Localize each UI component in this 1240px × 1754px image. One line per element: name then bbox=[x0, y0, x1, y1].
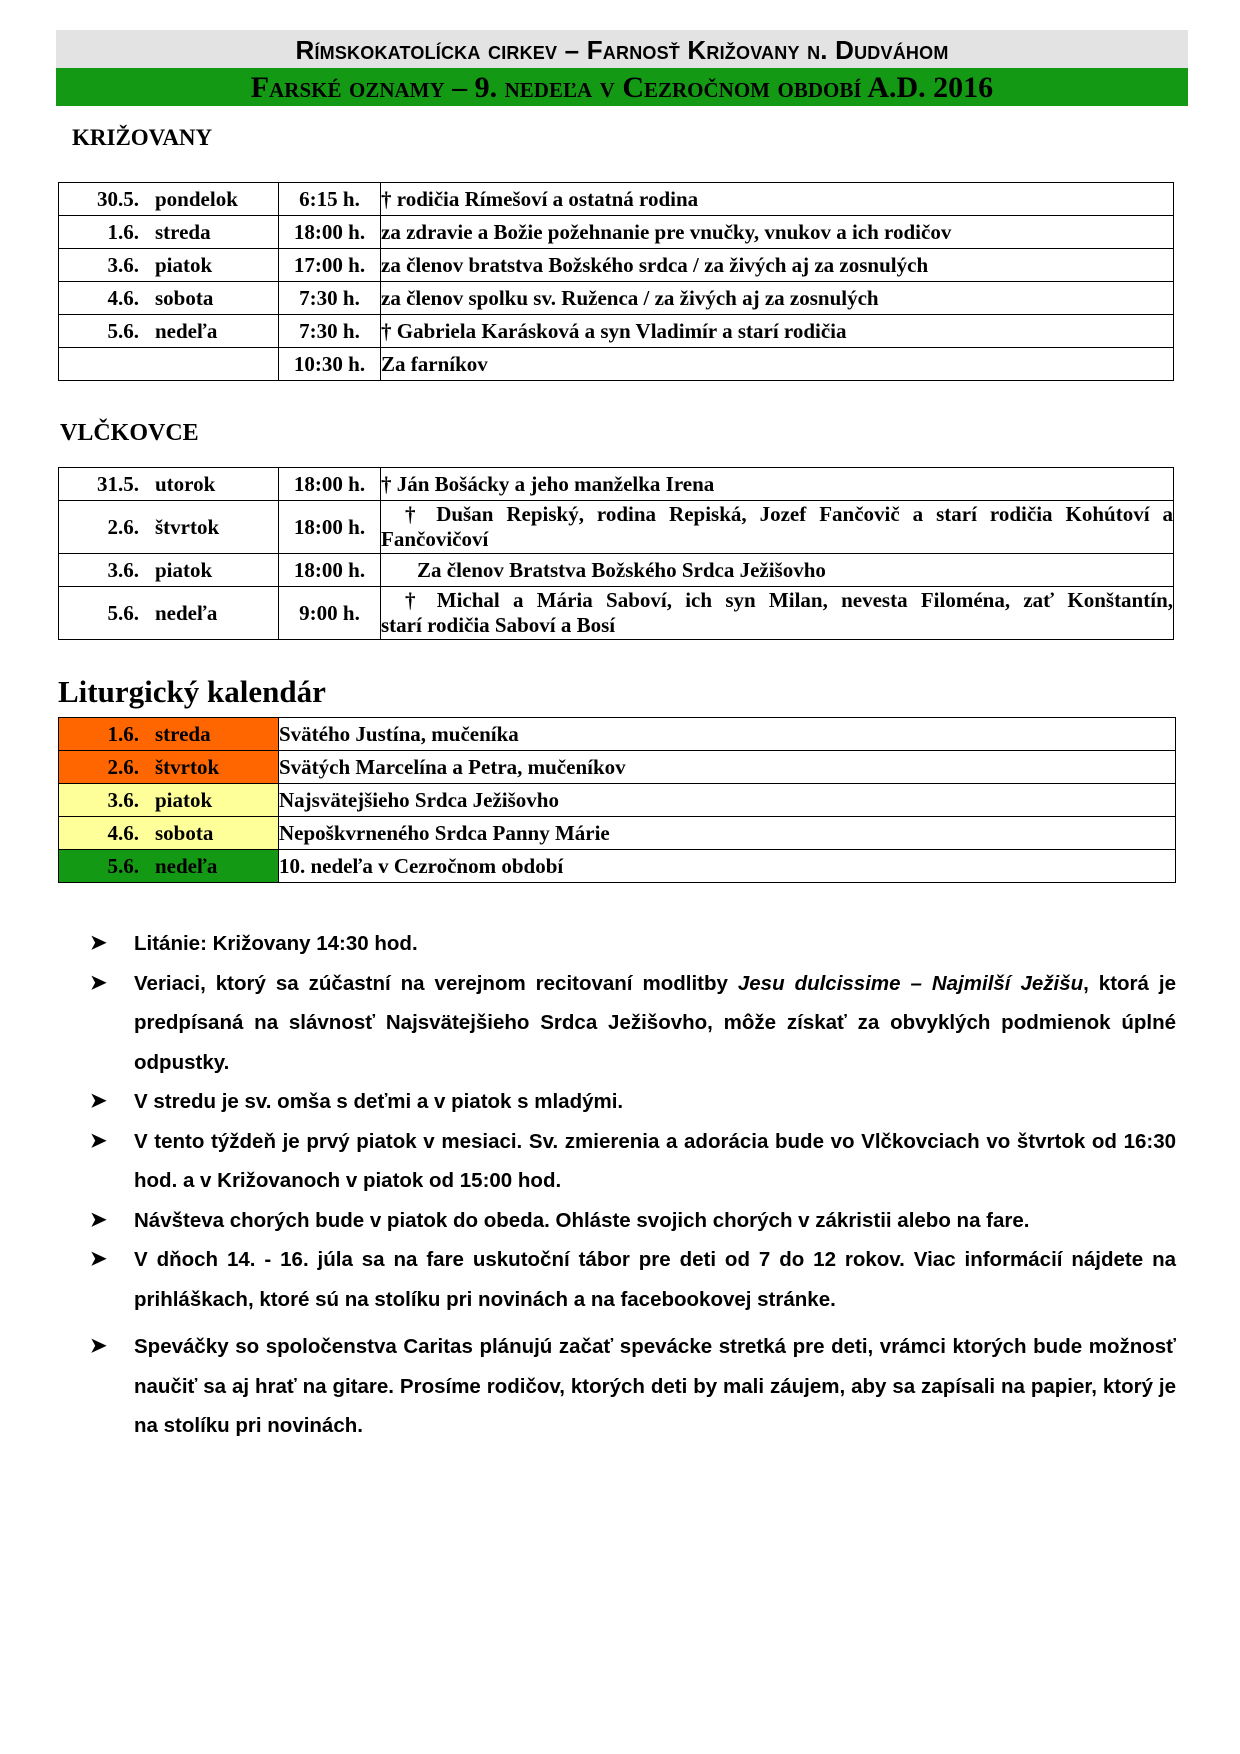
table-row bbox=[59, 850, 1176, 883]
weekday: piatok bbox=[155, 557, 213, 582]
weekday: nedeľa bbox=[155, 318, 218, 343]
day-cell-empty bbox=[59, 348, 279, 381]
time: 7:30 h. bbox=[279, 282, 381, 315]
time: 6:15 h. bbox=[279, 183, 381, 216]
time: 18:00 h. bbox=[279, 216, 381, 249]
arrowhead-bullet-icon: ➤ bbox=[90, 1090, 107, 1112]
weekday: nedeľa bbox=[155, 600, 218, 625]
day-cell bbox=[59, 249, 279, 282]
day-cell bbox=[59, 554, 279, 587]
section-title-krizovany: KRIŽOVANY bbox=[72, 125, 213, 150]
liturgical-calendar-table bbox=[58, 717, 1176, 883]
intention-line: Fančovičoví bbox=[381, 527, 489, 551]
list-item bbox=[90, 1327, 1176, 1446]
bulletin-subheader: Farské oznamy – 9. nedeľa v Cezročnom období A.D. 2016 bbox=[56, 68, 1188, 106]
weekday: streda bbox=[155, 219, 211, 244]
arrowhead-bullet-icon: ➤ bbox=[90, 1208, 107, 1231]
day-cell bbox=[59, 751, 279, 784]
table-row bbox=[59, 348, 1174, 381]
intention: † Ján Bošácky a jeho manželka Irena bbox=[381, 468, 1174, 501]
intention bbox=[381, 501, 1174, 554]
intention-line: starí rodičia Saboví a Bosí bbox=[381, 613, 616, 637]
announcement-text: Speváčky so spoločenstva Caritas plánujú začať spevácke stretká pre deti, vrámci ktorých bude možnosť naučiť sa aj hrať na gitare. Prosíme rodičov, ktorých deti by mali záujem, aby sa zapísali na papier, ktorý je na stolíku pri novinách. bbox=[134, 1335, 1176, 1437]
announcements-list bbox=[90, 924, 1176, 1446]
time: 18:00 h. bbox=[279, 501, 381, 554]
table-row bbox=[59, 718, 1176, 751]
date: 5.6. bbox=[107, 600, 139, 625]
prayer-title: Jesu dulcissime – Najmilší Ježišu bbox=[737, 971, 1084, 995]
announcement-text: Litánie: Križovany 14:30 hod. bbox=[134, 932, 418, 955]
list-item bbox=[90, 1122, 1176, 1201]
weekday: štvrtok bbox=[155, 514, 220, 539]
text-part: Veriaci, ktorý sa zúčastní na verejnom recitovaní modlitby bbox=[134, 971, 738, 995]
time: 7:30 h. bbox=[279, 315, 381, 348]
table-row bbox=[59, 587, 1174, 640]
table-row bbox=[59, 183, 1174, 216]
table-row bbox=[59, 249, 1174, 282]
announcement-text: Návšteva chorých bude v piatok do obeda. Ohláste svojich chorých v zákristii alebo na fare. bbox=[134, 1208, 1030, 1232]
feast: Najsvätejšieho Srdca Ježišovho bbox=[279, 784, 1176, 817]
table-row bbox=[59, 315, 1174, 348]
date: 2.6. bbox=[107, 754, 139, 779]
parish-header: Rímskokatolícka cirkev – Farnosť Križovany n. Dudváhom bbox=[56, 30, 1188, 68]
announcement-text: V dňoch 14. - 16. júla sa na fare uskutoční tábor pre deti od 7 do 12 rokov. Viac informácií nájdete na prihláškach, ktoré sú na stolíku pri novinách a na facebookovej stránke. bbox=[134, 1248, 1176, 1311]
time: 9:00 h. bbox=[279, 587, 381, 640]
table-row bbox=[59, 554, 1174, 587]
weekday: utorok bbox=[155, 471, 216, 496]
time: 10:30 h. bbox=[279, 348, 381, 381]
intention: † rodičia Rímešoví a ostatná rodina bbox=[381, 183, 1174, 216]
intention-line: † Dušan Repiský, rodina Repiská, Jozef Fančovič a starí rodičia Kohútoví a bbox=[405, 502, 1173, 526]
intention: Za členov Bratstva Božského Srdca Ježišovho bbox=[381, 554, 1174, 587]
table-row bbox=[59, 216, 1174, 249]
weekday: pondelok bbox=[155, 186, 238, 211]
announcement-text: V stredu je sv. omša s deťmi a v piatok s mladými. bbox=[134, 1090, 624, 1113]
date: 3.6. bbox=[107, 557, 139, 582]
feast: Svätých Marcelína a Petra, mučeníkov bbox=[279, 751, 1176, 784]
arrowhead-bullet-icon: ➤ bbox=[90, 1335, 107, 1357]
day-cell bbox=[59, 784, 279, 817]
intention: Za farníkov bbox=[381, 348, 1174, 381]
table-row bbox=[59, 784, 1176, 817]
text-part: , ktorá je predpísaná na slávnosť Najsvätejšieho Srdca Ježišovho, môže získať za obvyklých podmienok úplné odpustky. bbox=[134, 971, 1177, 1074]
intention-line: † Michal a Mária Saboví, ich syn Milan, nevesta Filoména, zať Konštantín, bbox=[405, 588, 1173, 612]
time: 17:00 h. bbox=[279, 249, 381, 282]
section-title-liturgical-calendar: Liturgický kalendár bbox=[58, 674, 326, 709]
arrowhead-bullet-icon: ➤ bbox=[90, 932, 107, 954]
intention: za členov bratstva Božského srdca / za živých aj za zosnulých bbox=[381, 249, 1174, 282]
day-cell bbox=[59, 718, 279, 751]
list-item bbox=[90, 964, 1176, 1083]
arrowhead-bullet-icon: ➤ bbox=[90, 1129, 107, 1152]
day-cell bbox=[59, 282, 279, 315]
table-row bbox=[59, 751, 1176, 784]
intention bbox=[381, 587, 1174, 640]
time: 18:00 h. bbox=[279, 554, 381, 587]
list-item bbox=[90, 1201, 1176, 1241]
list-item bbox=[90, 924, 1176, 964]
date: 3.6. bbox=[107, 787, 139, 812]
list-item bbox=[90, 1082, 1176, 1122]
date: 1.6. bbox=[107, 721, 139, 746]
list-item bbox=[90, 1240, 1176, 1319]
arrowhead-bullet-icon: ➤ bbox=[90, 971, 107, 994]
weekday: sobota bbox=[155, 285, 214, 310]
section-title-vlckovce: VLČKOVCE bbox=[60, 420, 199, 446]
feast: Nepoškvrneného Srdca Panny Márie bbox=[279, 817, 1176, 850]
weekday: štvrtok bbox=[155, 754, 220, 779]
date: 1.6. bbox=[107, 219, 139, 244]
weekday: piatok bbox=[155, 787, 213, 812]
day-cell bbox=[59, 501, 279, 554]
date: 5.6. bbox=[107, 853, 139, 878]
day-cell bbox=[59, 587, 279, 640]
table-row bbox=[59, 501, 1174, 554]
date: 30.5. bbox=[97, 186, 139, 211]
day-cell bbox=[59, 315, 279, 348]
day-cell bbox=[59, 850, 279, 883]
date: 3.6. bbox=[107, 252, 139, 277]
krizovany-schedule-table bbox=[58, 182, 1174, 381]
weekday: piatok bbox=[155, 252, 213, 277]
day-cell bbox=[59, 183, 279, 216]
date: 4.6. bbox=[107, 285, 139, 310]
day-cell bbox=[59, 817, 279, 850]
date: 5.6. bbox=[107, 318, 139, 343]
intention: † Gabriela Karásková a syn Vladimír a starí rodičia bbox=[381, 315, 1174, 348]
day-cell bbox=[59, 216, 279, 249]
date: 31.5. bbox=[97, 471, 139, 496]
weekday: nedeľa bbox=[155, 853, 218, 878]
date: 4.6. bbox=[107, 820, 139, 845]
day-cell bbox=[59, 468, 279, 501]
intention: za zdravie a Božie požehnanie pre vnučky, vnukov a ich rodičov bbox=[381, 216, 1174, 249]
table-row bbox=[59, 468, 1174, 501]
intention: za členov spolku sv. Ruženca / za živých aj za zosnulých bbox=[381, 282, 1174, 315]
announcement-text bbox=[134, 964, 1176, 1083]
announcement-text: V tento týždeň je prvý piatok v mesiaci. Sv. zmierenia a adorácia bude vo Vlčkovciach vo štvrtok od 16:30 hod. a v Križovanoch v piatok od 15:00 hod. bbox=[134, 1129, 1176, 1192]
arrowhead-bullet-icon: ➤ bbox=[90, 1248, 107, 1270]
feast: 10. nedeľa v Cezročnom období bbox=[279, 850, 1176, 883]
time: 18:00 h. bbox=[279, 468, 381, 501]
feast: Svätého Justína, mučeníka bbox=[279, 718, 1176, 751]
weekday: streda bbox=[155, 721, 211, 746]
table-row bbox=[59, 817, 1176, 850]
table-row bbox=[59, 282, 1174, 315]
vlckovce-schedule-table bbox=[58, 467, 1174, 640]
weekday: sobota bbox=[155, 820, 214, 845]
date: 2.6. bbox=[107, 514, 139, 539]
